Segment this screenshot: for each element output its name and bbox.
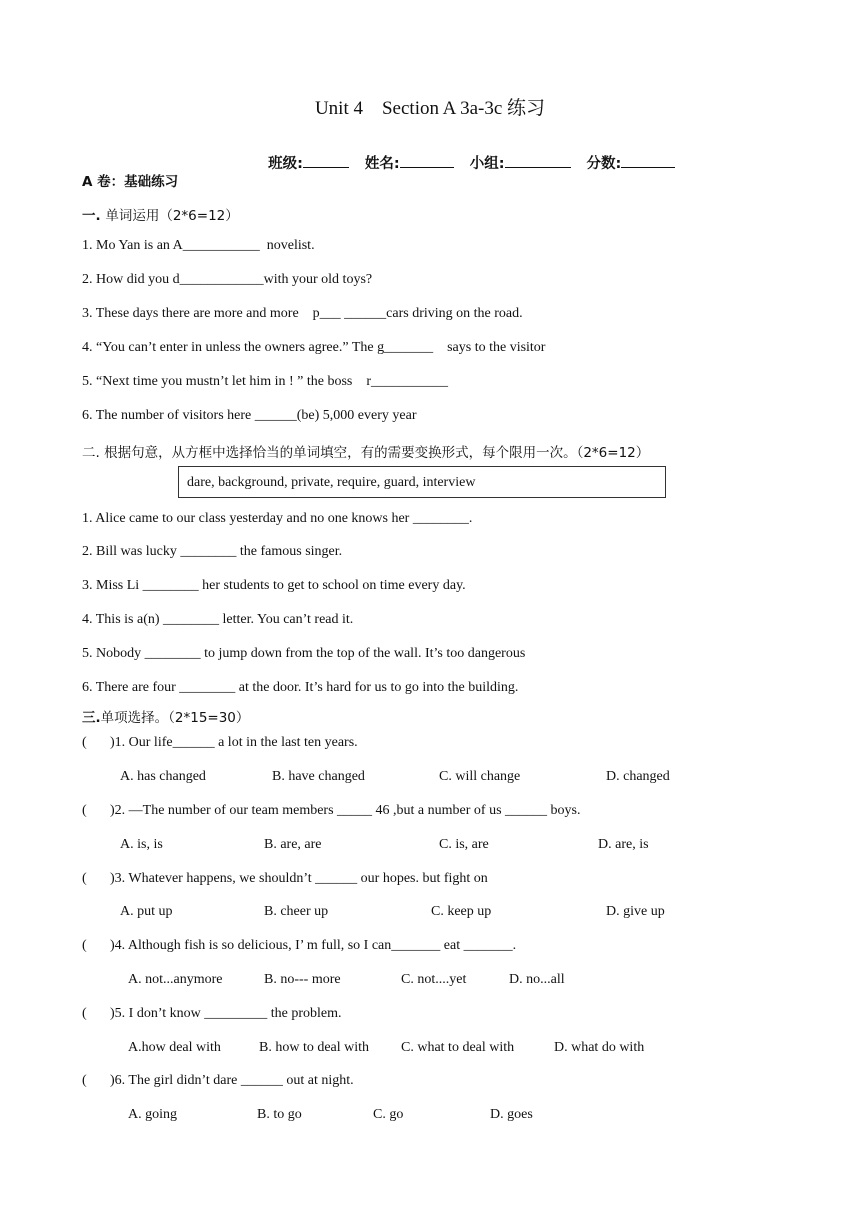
word-box <box>178 466 666 498</box>
option-a: A. going <box>128 1107 177 1122</box>
option-c: C. go <box>373 1107 404 1122</box>
group-blank <box>505 153 571 168</box>
group-label: 小组: <box>469 156 505 172</box>
option-d: D. give up <box>606 904 665 919</box>
option-c: C. will change <box>439 769 521 784</box>
option-a: A. put up <box>120 904 173 919</box>
part1-item: 4. “You can’t enter in unless the owners agree.” The g_______ says to the visitor <box>82 340 546 355</box>
option-c: C. not....yet <box>401 972 467 987</box>
part1-item: 1. Mo Yan is an A___________ novelist. <box>82 238 315 253</box>
part2-item: 3. Miss Li ________ her students to get to school on time every day. <box>82 578 466 593</box>
option-b: B. how to deal with <box>259 1040 370 1055</box>
part1-heading-text: 单词运用（2*6=12） <box>105 208 239 224</box>
question-stem: )3. Whatever happens, we shouldn’t ______ our hopes. but fight on <box>110 871 488 886</box>
class-label: 班级: <box>268 156 303 172</box>
option-a: A.how deal with <box>128 1040 221 1055</box>
part1-item: 5. “Next time you mustn’t let him in ! ” the boss r___________ <box>82 374 449 389</box>
class-blank <box>303 153 349 168</box>
part2-item: 6. There are four ________ at the door. It’s hard for us to go into the building. <box>82 680 519 695</box>
part1-item: 3. These days there are more and more p___ ______cars driving on the road. <box>82 306 523 321</box>
part3-heading <box>82 706 249 726</box>
part1-heading-num: 一. <box>82 208 106 224</box>
question-bracket: ( <box>82 871 87 886</box>
part2-item: 5. Nobody ________ to jump down from the top of the wall. It’s too dangerous <box>82 646 526 661</box>
question-bracket: ( <box>82 1006 87 1021</box>
option-b: B. no--- more <box>264 972 341 987</box>
option-d: D. goes <box>490 1107 533 1122</box>
option-b: B. to go <box>257 1107 302 1122</box>
option-b: B. have changed <box>272 769 365 784</box>
name-blank <box>400 153 454 168</box>
word-box-text: dare, background, private, require, guard, interview <box>187 475 476 490</box>
question-bracket: ( <box>82 1073 87 1088</box>
question-stem: )1. Our life______ a lot in the last ten years. <box>110 735 358 750</box>
question-stem: )6. The girl didn’t dare ______ out at night. <box>110 1073 354 1088</box>
option-b: B. cheer up <box>264 904 329 919</box>
option-d: D. changed <box>606 769 670 784</box>
score-blank <box>621 153 675 168</box>
part1-item: 2. How did you d____________with your old toys? <box>82 272 373 287</box>
question-stem: )4. Although fish is so delicious, I’ m full, so I can_______ eat _______. <box>110 938 517 953</box>
part2-item: 1. Alice came to our class yesterday and no one knows her ________. <box>82 511 473 526</box>
option-d: D. what do with <box>554 1040 645 1055</box>
part2-item: 4. This is a(n) ________ letter. You can’t read it. <box>82 612 354 627</box>
option-a: A. not...anymore <box>128 972 223 987</box>
part2-item: 2. Bill was lucky ________ the famous singer. <box>82 544 343 559</box>
option-c: C. is, are <box>439 837 489 852</box>
part2-heading: 二. 根据句意，从方框中选择恰当的单词填空，有的需要变换形式，每个限用一次。（2*6=12） <box>82 445 650 461</box>
score-label: 分数: <box>586 156 622 172</box>
paper-a-heading: A 卷：基础练习 <box>82 174 179 190</box>
part3-heading-num: 三. <box>82 710 101 726</box>
name-label: 姓名: <box>364 156 400 172</box>
part3-heading-text: 单项选择。（2*15=30） <box>100 710 250 726</box>
option-d: D. are, is <box>598 837 649 852</box>
option-a: A. is, is <box>120 837 163 852</box>
part1-item: 6. The number of visitors here ______(be) 5,000 every year <box>82 408 417 423</box>
option-a: A. has changed <box>120 769 206 784</box>
option-b: B. are, are <box>264 837 322 852</box>
student-info-line <box>258 136 691 173</box>
question-bracket: ( <box>82 938 87 953</box>
option-c: C. keep up <box>431 904 492 919</box>
part1-heading <box>82 204 239 224</box>
option-c: C. what to deal with <box>401 1040 515 1055</box>
question-stem: )2. —The number of our team members _____ 46 ,but a number of us ______ boys. <box>110 803 581 818</box>
question-bracket: ( <box>82 735 87 750</box>
question-stem: )5. I don’t know _________ the problem. <box>110 1006 342 1021</box>
question-bracket: ( <box>82 803 87 818</box>
page-title: Unit 4 Section A 3a-3c 练习 <box>314 98 546 119</box>
option-d: D. no...all <box>509 972 565 987</box>
